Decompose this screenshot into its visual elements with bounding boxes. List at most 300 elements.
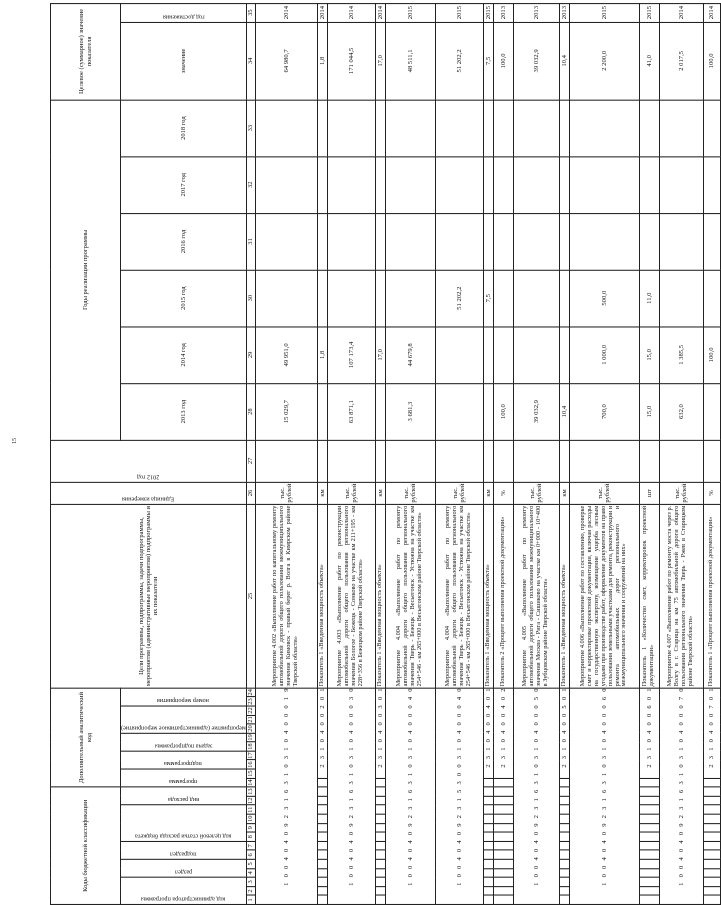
row-value-2015 bbox=[385, 270, 435, 327]
row-unit: % bbox=[703, 482, 720, 504]
row-value-2018 bbox=[493, 100, 513, 157]
code-blank-cell bbox=[375, 778, 385, 787]
year-2013-header: 2013 год bbox=[121, 383, 247, 440]
row-value-2013 bbox=[483, 383, 493, 440]
target-article-header: код целевой статьи расхода бюджета bbox=[121, 805, 247, 841]
code-blank-cell bbox=[317, 787, 327, 796]
code-blank-cell bbox=[559, 778, 569, 787]
target-title-header: Целевое (суммарное) значение показателя bbox=[51, 3, 121, 100]
code-blank-cell bbox=[317, 841, 327, 850]
row-value-2016 bbox=[375, 213, 385, 270]
analytic-number-header: номер мероприятия bbox=[121, 688, 247, 706]
row-unit: км bbox=[317, 482, 327, 504]
code-blank-cell bbox=[483, 823, 493, 832]
row-description: Показатель 1 «Введенная мощность объекта» bbox=[483, 504, 493, 688]
row-value-2016 bbox=[385, 213, 435, 270]
row-value-2014 bbox=[483, 327, 493, 384]
row-unit: км bbox=[375, 482, 385, 504]
row-value-2012 bbox=[327, 440, 375, 482]
page-number: 15 bbox=[12, 438, 18, 444]
code-blank-cell bbox=[559, 895, 569, 904]
row-value-2012 bbox=[559, 440, 569, 482]
row-value-2015 bbox=[327, 270, 375, 327]
row-value-2015 bbox=[659, 270, 703, 327]
row-description: Показатель 1 «Количество смет, корректировок проектной документации» bbox=[639, 504, 659, 688]
row-unit: км bbox=[483, 482, 493, 504]
row-value-2014: 15,0 bbox=[639, 327, 659, 384]
row-unit: тыс. рублей bbox=[385, 482, 435, 504]
row-value-2018 bbox=[639, 100, 659, 157]
code-blank-cell bbox=[703, 868, 720, 877]
table-row bbox=[385, 3, 435, 904]
row-value-2012 bbox=[435, 440, 483, 482]
row-value-2013: 700,0 bbox=[569, 383, 639, 440]
code-blank-cell bbox=[493, 814, 513, 823]
row-target-year: 2014 bbox=[255, 3, 317, 22]
table-row bbox=[569, 3, 639, 904]
row-value-2013 bbox=[703, 383, 720, 440]
row-value-2017 bbox=[255, 156, 317, 213]
code-blank-cell bbox=[375, 805, 385, 814]
row-value-2016 bbox=[703, 213, 720, 270]
column-number: 30 bbox=[246, 270, 255, 327]
code-blank-cell bbox=[559, 823, 569, 832]
row-value-2012 bbox=[375, 440, 385, 482]
row-value-2018 bbox=[659, 100, 703, 157]
row-value-2016 bbox=[513, 213, 559, 270]
year-2017-header: 2017 год bbox=[121, 156, 247, 213]
row-unit: тыс. рублей bbox=[513, 482, 559, 504]
code-blank-cell bbox=[703, 895, 720, 904]
code-blank-cell bbox=[703, 886, 720, 895]
code-blank-cell bbox=[703, 859, 720, 868]
code-digits-cell: 1 0 0 4 0 4 0 9 2 3 1 6 3 1 0 3 1 0 4 0 0 0 7 0 bbox=[659, 688, 703, 905]
row-value-2016 bbox=[255, 213, 317, 270]
column-number: 22 bbox=[247, 707, 255, 714]
row-value-2014: 17,0 bbox=[375, 327, 385, 384]
row-value-2017 bbox=[435, 156, 483, 213]
row-value-2015 bbox=[493, 270, 513, 327]
row-value-2017 bbox=[659, 156, 703, 213]
row-description: Мероприятие 4.003 «Выполнение работ по реконструкции автомобильной дороги общего пользования регионального значения Бологое - Бежецк - Сонково на участке км 211+195 - км 228+356 в Бежецком районе Тверской области» bbox=[327, 504, 375, 688]
row-value-2016 bbox=[317, 213, 327, 270]
row-value-2013 bbox=[317, 383, 327, 440]
analytic-program-header: программа bbox=[121, 769, 247, 787]
row-value-2013 bbox=[435, 383, 483, 440]
row-unit: тыс. рублей bbox=[659, 482, 703, 504]
row-value-2012 bbox=[639, 440, 659, 482]
row-value-2012 bbox=[317, 440, 327, 482]
code-blank-cell bbox=[493, 778, 513, 787]
column-number: 25 bbox=[246, 504, 255, 688]
table-row bbox=[513, 3, 559, 904]
row-value-2018 bbox=[375, 100, 385, 157]
years-title-header: Годы реализации программы bbox=[51, 100, 121, 440]
row-value-2013: 39 032,9 bbox=[513, 383, 559, 440]
column-number: 28 bbox=[246, 383, 255, 440]
row-value-2013: 10,4 bbox=[559, 383, 569, 440]
column-number: 21 bbox=[247, 716, 255, 723]
code-blank-cell bbox=[559, 787, 569, 796]
column-number: 5 bbox=[246, 859, 255, 868]
column-number: 26 bbox=[246, 482, 255, 504]
column-number: 13 bbox=[247, 788, 255, 795]
row-value-2012 bbox=[659, 440, 703, 482]
code-digits-cell: 2 3 1 0 4 0 0 4 0 2 bbox=[493, 688, 513, 778]
row-value-2013: 100,0 bbox=[493, 383, 513, 440]
row-value-2015: 7,5 bbox=[483, 270, 493, 327]
row-value-2017 bbox=[375, 156, 385, 213]
code-digits-cell: 2 3 1 0 4 0 0 4 0 1 bbox=[483, 688, 493, 778]
code-blank-cell bbox=[639, 778, 659, 787]
code-blank-cell bbox=[375, 787, 385, 796]
code-blank-cell bbox=[493, 796, 513, 805]
row-target-year: 2014 bbox=[375, 3, 385, 22]
code-blank-cell bbox=[375, 841, 385, 850]
code-blank-cell bbox=[493, 850, 513, 859]
row-description: Мероприятие 4.004 «Выполнение работ по ремонту автомобильной дороги общего пользования регионального значения Тверь - Бежецк - Весьегонск - Устюжна на участке км 254+546 - км 265+000 в Весьегонском районе Тверской области» bbox=[435, 504, 483, 688]
row-value-2015 bbox=[317, 270, 327, 327]
code-blank-cell bbox=[703, 787, 720, 796]
row-unit: % bbox=[493, 482, 513, 504]
code-blank-cell bbox=[483, 778, 493, 787]
column-number: 16 bbox=[247, 761, 255, 768]
column-number: 27 bbox=[246, 440, 255, 482]
row-target-year: 2015 bbox=[435, 3, 483, 22]
code-blank-cell bbox=[483, 886, 493, 895]
row-value-2018 bbox=[435, 100, 483, 157]
column-number: 31 bbox=[246, 213, 255, 270]
target-value-header: значение bbox=[121, 22, 247, 100]
row-description: Показатель 1 «Введенная мощность объекта» bbox=[375, 504, 385, 688]
code-blank-cell bbox=[317, 877, 327, 886]
row-target-value: 17,0 bbox=[375, 22, 385, 100]
table-row bbox=[255, 3, 317, 904]
row-value-2012 bbox=[703, 440, 720, 482]
row-value-2014: 107 173,4 bbox=[327, 327, 375, 384]
row-value-2015 bbox=[559, 270, 569, 327]
row-value-2015: 11,0 bbox=[639, 270, 659, 327]
program-table bbox=[50, 3, 721, 905]
row-value-2018 bbox=[327, 100, 375, 157]
row-value-2017 bbox=[703, 156, 720, 213]
column-number: 11 bbox=[247, 806, 255, 813]
analytic-subprogram-header: подпрограмма bbox=[121, 751, 247, 769]
year-2015-header: 2015 год bbox=[121, 270, 247, 327]
code-blank-cell bbox=[639, 823, 659, 832]
row-description: Мероприятие 4.005 «Выполнение работ по ремонту автомобильной дороги общего пользования межмуниципального значения Москва - Рига - Сишиково на участке км 0+000 - 10+400 в Зубцовском районе Тверской области» bbox=[513, 504, 559, 688]
code-blank-cell bbox=[639, 805, 659, 814]
code-blank-cell bbox=[559, 796, 569, 805]
code-blank-cell bbox=[639, 859, 659, 868]
code-blank-cell bbox=[703, 805, 720, 814]
code-blank-cell bbox=[639, 832, 659, 841]
row-target-value: 1,8 bbox=[317, 22, 327, 100]
code-blank-cell bbox=[375, 814, 385, 823]
code-blank-cell bbox=[559, 877, 569, 886]
table-row bbox=[659, 3, 703, 904]
row-value-2017 bbox=[327, 156, 375, 213]
row-target-value: 100,0 bbox=[493, 22, 513, 100]
row-target-year: 2015 bbox=[639, 3, 659, 22]
code-blank-cell bbox=[317, 895, 327, 904]
code-blank-cell bbox=[375, 859, 385, 868]
row-target-year: 2015 bbox=[569, 3, 639, 22]
row-description: Показатель 1 «Процент выполнения проектной документации» bbox=[703, 504, 720, 688]
row-value-2017 bbox=[639, 156, 659, 213]
code-digits-cell: 2 3 1 0 4 0 0 7 0 1 bbox=[703, 688, 720, 778]
code-digits-cell: 1 0 0 4 0 4 0 9 2 3 1 6 3 1 0 3 1 0 4 0 0 0 5 0 bbox=[513, 688, 559, 905]
row-unit: км bbox=[559, 482, 569, 504]
row-description: Показатель 2 «Процент выполнения проектной документации» bbox=[493, 504, 513, 688]
code-blank-cell bbox=[639, 814, 659, 823]
code-blank-cell bbox=[559, 886, 569, 895]
row-unit: тыс. рублей bbox=[327, 482, 375, 504]
code-blank-cell bbox=[493, 841, 513, 850]
row-target-value: 51 202,2 bbox=[435, 22, 483, 100]
table-row bbox=[483, 3, 493, 904]
code-blank-cell bbox=[483, 787, 493, 796]
code-blank-cell bbox=[559, 832, 569, 841]
row-value-2016 bbox=[327, 213, 375, 270]
expense-kind-header: вид расхода bbox=[121, 787, 247, 805]
row-value-2013: 15 029,7 bbox=[255, 383, 317, 440]
column-number: 7 bbox=[246, 841, 255, 850]
code-digits-cell: 1 0 0 4 0 4 0 9 2 3 1 6 3 1 0 3 1 0 4 0 0 0 3 0 bbox=[327, 688, 375, 905]
code-blank-cell bbox=[559, 868, 569, 877]
row-target-year: 2015 bbox=[483, 3, 493, 22]
row-unit: тыс. рублей bbox=[569, 482, 639, 504]
row-value-2013: 3 681,3 bbox=[385, 383, 435, 440]
code-blank-cell bbox=[317, 832, 327, 841]
row-value-2014: 100,0 bbox=[703, 327, 720, 384]
code-blank-cell bbox=[493, 787, 513, 796]
row-target-year: 2014 bbox=[327, 3, 375, 22]
row-value-2016 bbox=[639, 213, 659, 270]
code-blank-cell bbox=[493, 823, 513, 832]
row-value-2013 bbox=[375, 383, 385, 440]
row-value-2017 bbox=[513, 156, 559, 213]
goals-header: Цели программы, подпрограммы, задачи подпрограммы, мероприятия (административные мероприятия) подпрограммы и их показатели bbox=[51, 504, 247, 688]
year-2018-header: 2018 год bbox=[121, 100, 247, 157]
code-digits-cell: 1 0 0 4 0 4 0 9 2 3 1 6 3 1 0 3 1 0 4 0 0 0 1 9 bbox=[255, 688, 317, 905]
code-blank-cell bbox=[483, 877, 493, 886]
code-blank-cell bbox=[483, 859, 493, 868]
code-blank-cell bbox=[493, 868, 513, 877]
row-value-2014: 1 000,0 bbox=[569, 327, 639, 384]
code-blank-cell bbox=[375, 796, 385, 805]
row-target-value: 39 032,9 bbox=[513, 22, 559, 100]
code-blank-cell bbox=[317, 850, 327, 859]
code-blank-cell bbox=[317, 868, 327, 877]
code-blank-cell bbox=[703, 832, 720, 841]
code-digits-cell: 1 0 0 4 0 4 0 9 2 3 1 5 3 0 0 3 1 0 4 0 0 0 4 0 bbox=[435, 688, 483, 905]
row-target-year: 2013 bbox=[513, 3, 559, 22]
column-number: 12 bbox=[247, 797, 255, 804]
row-value-2012 bbox=[513, 440, 559, 482]
row-value-2014 bbox=[559, 327, 569, 384]
year-2012-header: 2012 год bbox=[51, 440, 247, 482]
code-blank-cell bbox=[639, 886, 659, 895]
row-value-2014: 1 385,5 bbox=[659, 327, 703, 384]
row-target-value: 48 511,1 bbox=[385, 22, 435, 100]
code-blank-cell bbox=[317, 859, 327, 868]
table-row bbox=[559, 3, 569, 904]
code-blank-cell bbox=[639, 850, 659, 859]
code-digits-cell: 2 3 1 0 4 0 0 6 0 1 bbox=[639, 688, 659, 778]
row-value-2012 bbox=[385, 440, 435, 482]
table-row bbox=[703, 3, 720, 904]
code-blank-cell bbox=[493, 895, 513, 904]
code-blank-cell bbox=[317, 805, 327, 814]
row-target-value: 171 044,5 bbox=[327, 22, 375, 100]
column-number: 14 bbox=[247, 779, 255, 786]
column-number: 32 bbox=[246, 156, 255, 213]
code-blank-cell bbox=[703, 877, 720, 886]
row-value-2015 bbox=[513, 270, 559, 327]
code-blank-cell bbox=[703, 778, 720, 787]
row-description: Мероприятие 4.007 «Выполнение работ по ремонту моста через р. Волгу в г. Старица на км 75 автомобильной дороги общего пользования регионального значения Тверь - Ржев в Старицком районе Тверской области» bbox=[659, 504, 703, 688]
code-blank-cell bbox=[375, 850, 385, 859]
row-target-year: 2014 bbox=[659, 3, 703, 22]
column-number: 18 bbox=[247, 743, 255, 750]
code-digits-cell: 2 3 1 0 4 0 0 2 0 1 bbox=[317, 688, 327, 778]
column-number: 4 bbox=[246, 868, 255, 877]
row-target-value: 10,4 bbox=[559, 22, 569, 100]
column-number: 10 bbox=[247, 815, 255, 823]
column-number: 19 bbox=[247, 734, 255, 741]
code-blank-cell bbox=[483, 832, 493, 841]
code-blank-cell bbox=[703, 841, 720, 850]
column-number: 34 bbox=[246, 22, 255, 100]
code-blank-cell bbox=[483, 814, 493, 823]
row-target-value: 64 980,7 bbox=[255, 22, 317, 100]
code-blank-cell bbox=[559, 814, 569, 823]
row-unit: тыс. рублей bbox=[435, 482, 483, 504]
row-value-2015: 500,0 bbox=[569, 270, 639, 327]
row-value-2017 bbox=[317, 156, 327, 213]
row-value-2016 bbox=[483, 213, 493, 270]
row-description: Мероприятие 4.004 «Выполнение работ по ремонту автомобильной дороги общего пользования регионального значения Тверь - Бежецк - Весьегонск - Устюжна на участке км 254+546 - км 265+000 в Весьегонском районе Тверской области» bbox=[385, 504, 435, 688]
column-number: 23 bbox=[247, 698, 255, 705]
code-blank-cell bbox=[483, 895, 493, 904]
code-blank-cell bbox=[639, 841, 659, 850]
analytic-code-header: Дополнительный аналитический код bbox=[51, 688, 121, 787]
code-blank-cell bbox=[375, 877, 385, 886]
code-blank-cell bbox=[483, 796, 493, 805]
code-blank-cell bbox=[639, 787, 659, 796]
row-description: Мероприятие 4.006 «Выполнение работ по составлению, проверке смет и корректировке проектной документации, включая расходы на государственную экспертизу, возмещение ущерба лесным угодьям при производстве работ, оформление документов на право пользования земельными участками для ремонта, реконструкции и ремонта автомобильных дорог регионального и межмуниципального значения и сооружений на них» bbox=[569, 504, 639, 688]
code-blank-cell bbox=[375, 823, 385, 832]
row-value-2016 bbox=[569, 213, 639, 270]
code-blank-cell bbox=[559, 850, 569, 859]
row-value-2018 bbox=[317, 100, 327, 157]
column-number: 9 bbox=[246, 823, 255, 832]
code-digits-cell: 2 3 1 0 4 0 0 3 0 1 bbox=[375, 688, 385, 778]
code-blank-cell bbox=[317, 814, 327, 823]
row-target-year: 2014 bbox=[317, 3, 327, 22]
analytic-task-header: задача подпрограммы bbox=[121, 733, 247, 751]
column-number: 24 bbox=[247, 689, 255, 696]
row-value-2016 bbox=[559, 213, 569, 270]
code-blank-cell bbox=[703, 796, 720, 805]
row-value-2015 bbox=[255, 270, 317, 327]
section-header: раздел bbox=[121, 859, 247, 877]
year-2014-header: 2014 год bbox=[121, 327, 247, 384]
row-target-value: 41,0 bbox=[639, 22, 659, 100]
code-blank-cell bbox=[483, 805, 493, 814]
code-blank-cell bbox=[493, 877, 513, 886]
analytic-measure-header: мероприятие (административное мероприятие) bbox=[121, 706, 247, 733]
code-blank-cell bbox=[317, 778, 327, 787]
table-row bbox=[493, 3, 513, 904]
year-2016-header: 2016 год bbox=[121, 213, 247, 270]
row-value-2017 bbox=[483, 156, 493, 213]
row-value-2012 bbox=[569, 440, 639, 482]
row-value-2012 bbox=[255, 440, 317, 482]
code-blank-cell bbox=[559, 859, 569, 868]
row-target-value: 7,5 bbox=[483, 22, 493, 100]
code-blank-cell bbox=[493, 886, 513, 895]
row-value-2016 bbox=[493, 213, 513, 270]
row-value-2018 bbox=[703, 100, 720, 157]
code-blank-cell bbox=[703, 850, 720, 859]
table-row bbox=[639, 3, 659, 904]
code-blank-cell bbox=[703, 814, 720, 823]
table-row bbox=[375, 3, 385, 904]
unit-header: Единица измерения bbox=[51, 482, 247, 504]
code-blank-cell bbox=[375, 832, 385, 841]
column-numbers-row bbox=[246, 3, 255, 904]
code-blank-cell bbox=[639, 877, 659, 886]
row-value-2015 bbox=[703, 270, 720, 327]
row-value-2014 bbox=[493, 327, 513, 384]
row-value-2014 bbox=[435, 327, 483, 384]
row-value-2013: 63 871,1 bbox=[327, 383, 375, 440]
code-blank-cell bbox=[375, 886, 385, 895]
row-unit: тыс. рублей bbox=[255, 482, 317, 504]
target-year-header: год достижения bbox=[121, 3, 247, 22]
table-row bbox=[317, 3, 327, 904]
row-value-2017 bbox=[385, 156, 435, 213]
code-blank-cell bbox=[483, 850, 493, 859]
column-number: 3 bbox=[246, 877, 255, 886]
row-value-2018 bbox=[255, 100, 317, 157]
row-description: Показатель 1 «Введенная мощность объекта» bbox=[559, 504, 569, 688]
row-value-2018 bbox=[385, 100, 435, 157]
code-blank-cell bbox=[483, 841, 493, 850]
column-number: 1 bbox=[246, 895, 255, 904]
row-value-2013: 632,0 bbox=[659, 383, 703, 440]
code-blank-cell bbox=[639, 868, 659, 877]
row-value-2017 bbox=[493, 156, 513, 213]
row-value-2015: 51 202,2 bbox=[435, 270, 483, 327]
subsection-header: подраздел bbox=[121, 841, 247, 859]
row-value-2017 bbox=[569, 156, 639, 213]
code-blank-cell bbox=[317, 886, 327, 895]
code-digits-cell: 2 3 1 0 4 0 0 5 0 1 bbox=[559, 688, 569, 778]
program-table-sheet bbox=[50, 2, 716, 905]
code-blank-cell bbox=[639, 895, 659, 904]
row-value-2015 bbox=[375, 270, 385, 327]
column-number: 20 bbox=[247, 725, 255, 732]
code-digits-cell: 1 0 0 4 0 4 0 9 2 3 1 6 3 1 0 3 1 0 4 0 0 0 6 0 bbox=[569, 688, 639, 905]
row-value-2013: 15,0 bbox=[639, 383, 659, 440]
code-blank-cell bbox=[483, 868, 493, 877]
row-value-2014: 49 951,0 bbox=[255, 327, 317, 384]
row-target-year: 2015 bbox=[385, 3, 435, 22]
table-row bbox=[435, 3, 483, 904]
